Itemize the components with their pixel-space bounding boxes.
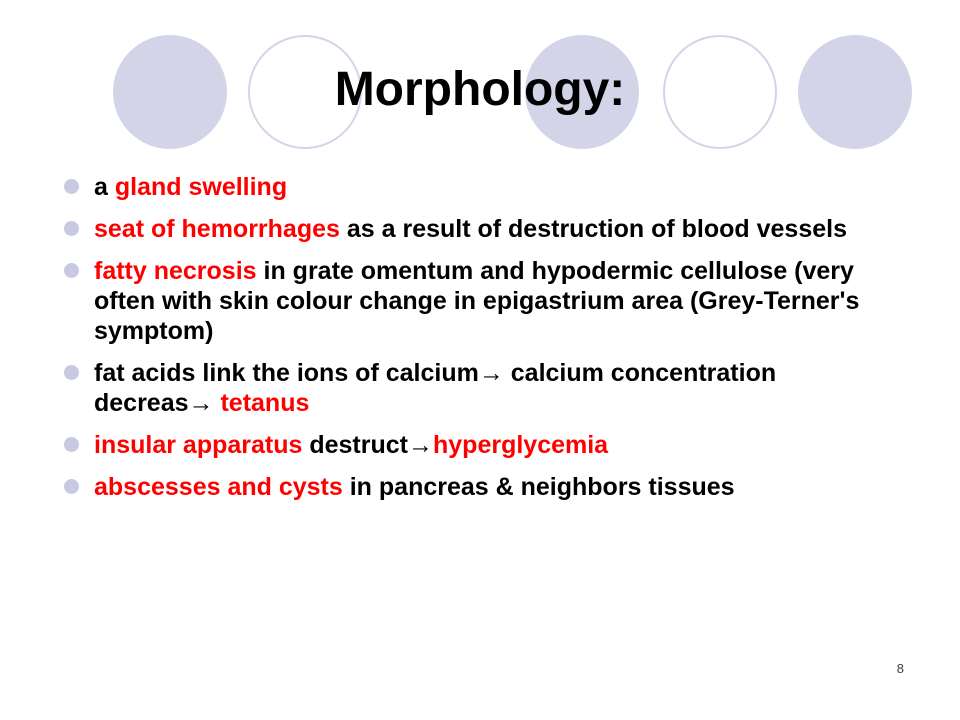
bullet-item	[60, 430, 860, 460]
bullet-dot-icon	[64, 437, 79, 452]
bullet-item	[60, 472, 860, 502]
bullet-dot-icon	[64, 179, 79, 194]
bullet-text-segment: as a result of destruction of blood vessels	[339, 215, 847, 243]
bullet-text-segment: in pancreas & neighbors tissues	[342, 473, 735, 501]
highlight-text: tetanus	[220, 389, 310, 417]
highlight-text: abscesses and cysts	[94, 473, 343, 501]
bullet-item	[60, 172, 860, 202]
bullet-dot-icon	[64, 263, 79, 278]
bullet-text-segment: in grate omentum and hypodermic cellulose (very often with skin colour change in epigastrium area (Grey-Terner's symptom)	[94, 257, 860, 345]
bullet-dot-icon	[64, 479, 79, 494]
bullet-text-segment: a	[94, 173, 115, 201]
highlight-text: gland swelling	[114, 173, 288, 201]
bullet-dot-icon	[64, 365, 79, 380]
bullet-item	[60, 214, 860, 244]
bullet-dot-icon	[64, 221, 79, 236]
highlight-text: insular apparatus	[94, 431, 303, 459]
highlight-text: fatty necrosis	[94, 257, 257, 285]
highlight-text: seat of hemorrhages	[94, 215, 340, 243]
bullet-item	[60, 358, 860, 418]
bullet-item	[60, 256, 860, 346]
slide-title: Morphology:	[334, 63, 626, 116]
page-number: 8	[896, 661, 904, 676]
bullet-text-segment: destruct→	[302, 431, 433, 459]
bullet-text-segment: fat acids link the ions of calcium→ calcium concentration decreas→	[94, 359, 777, 417]
bullet-list	[60, 172, 860, 514]
highlight-text: hyperglycemia	[433, 431, 609, 459]
